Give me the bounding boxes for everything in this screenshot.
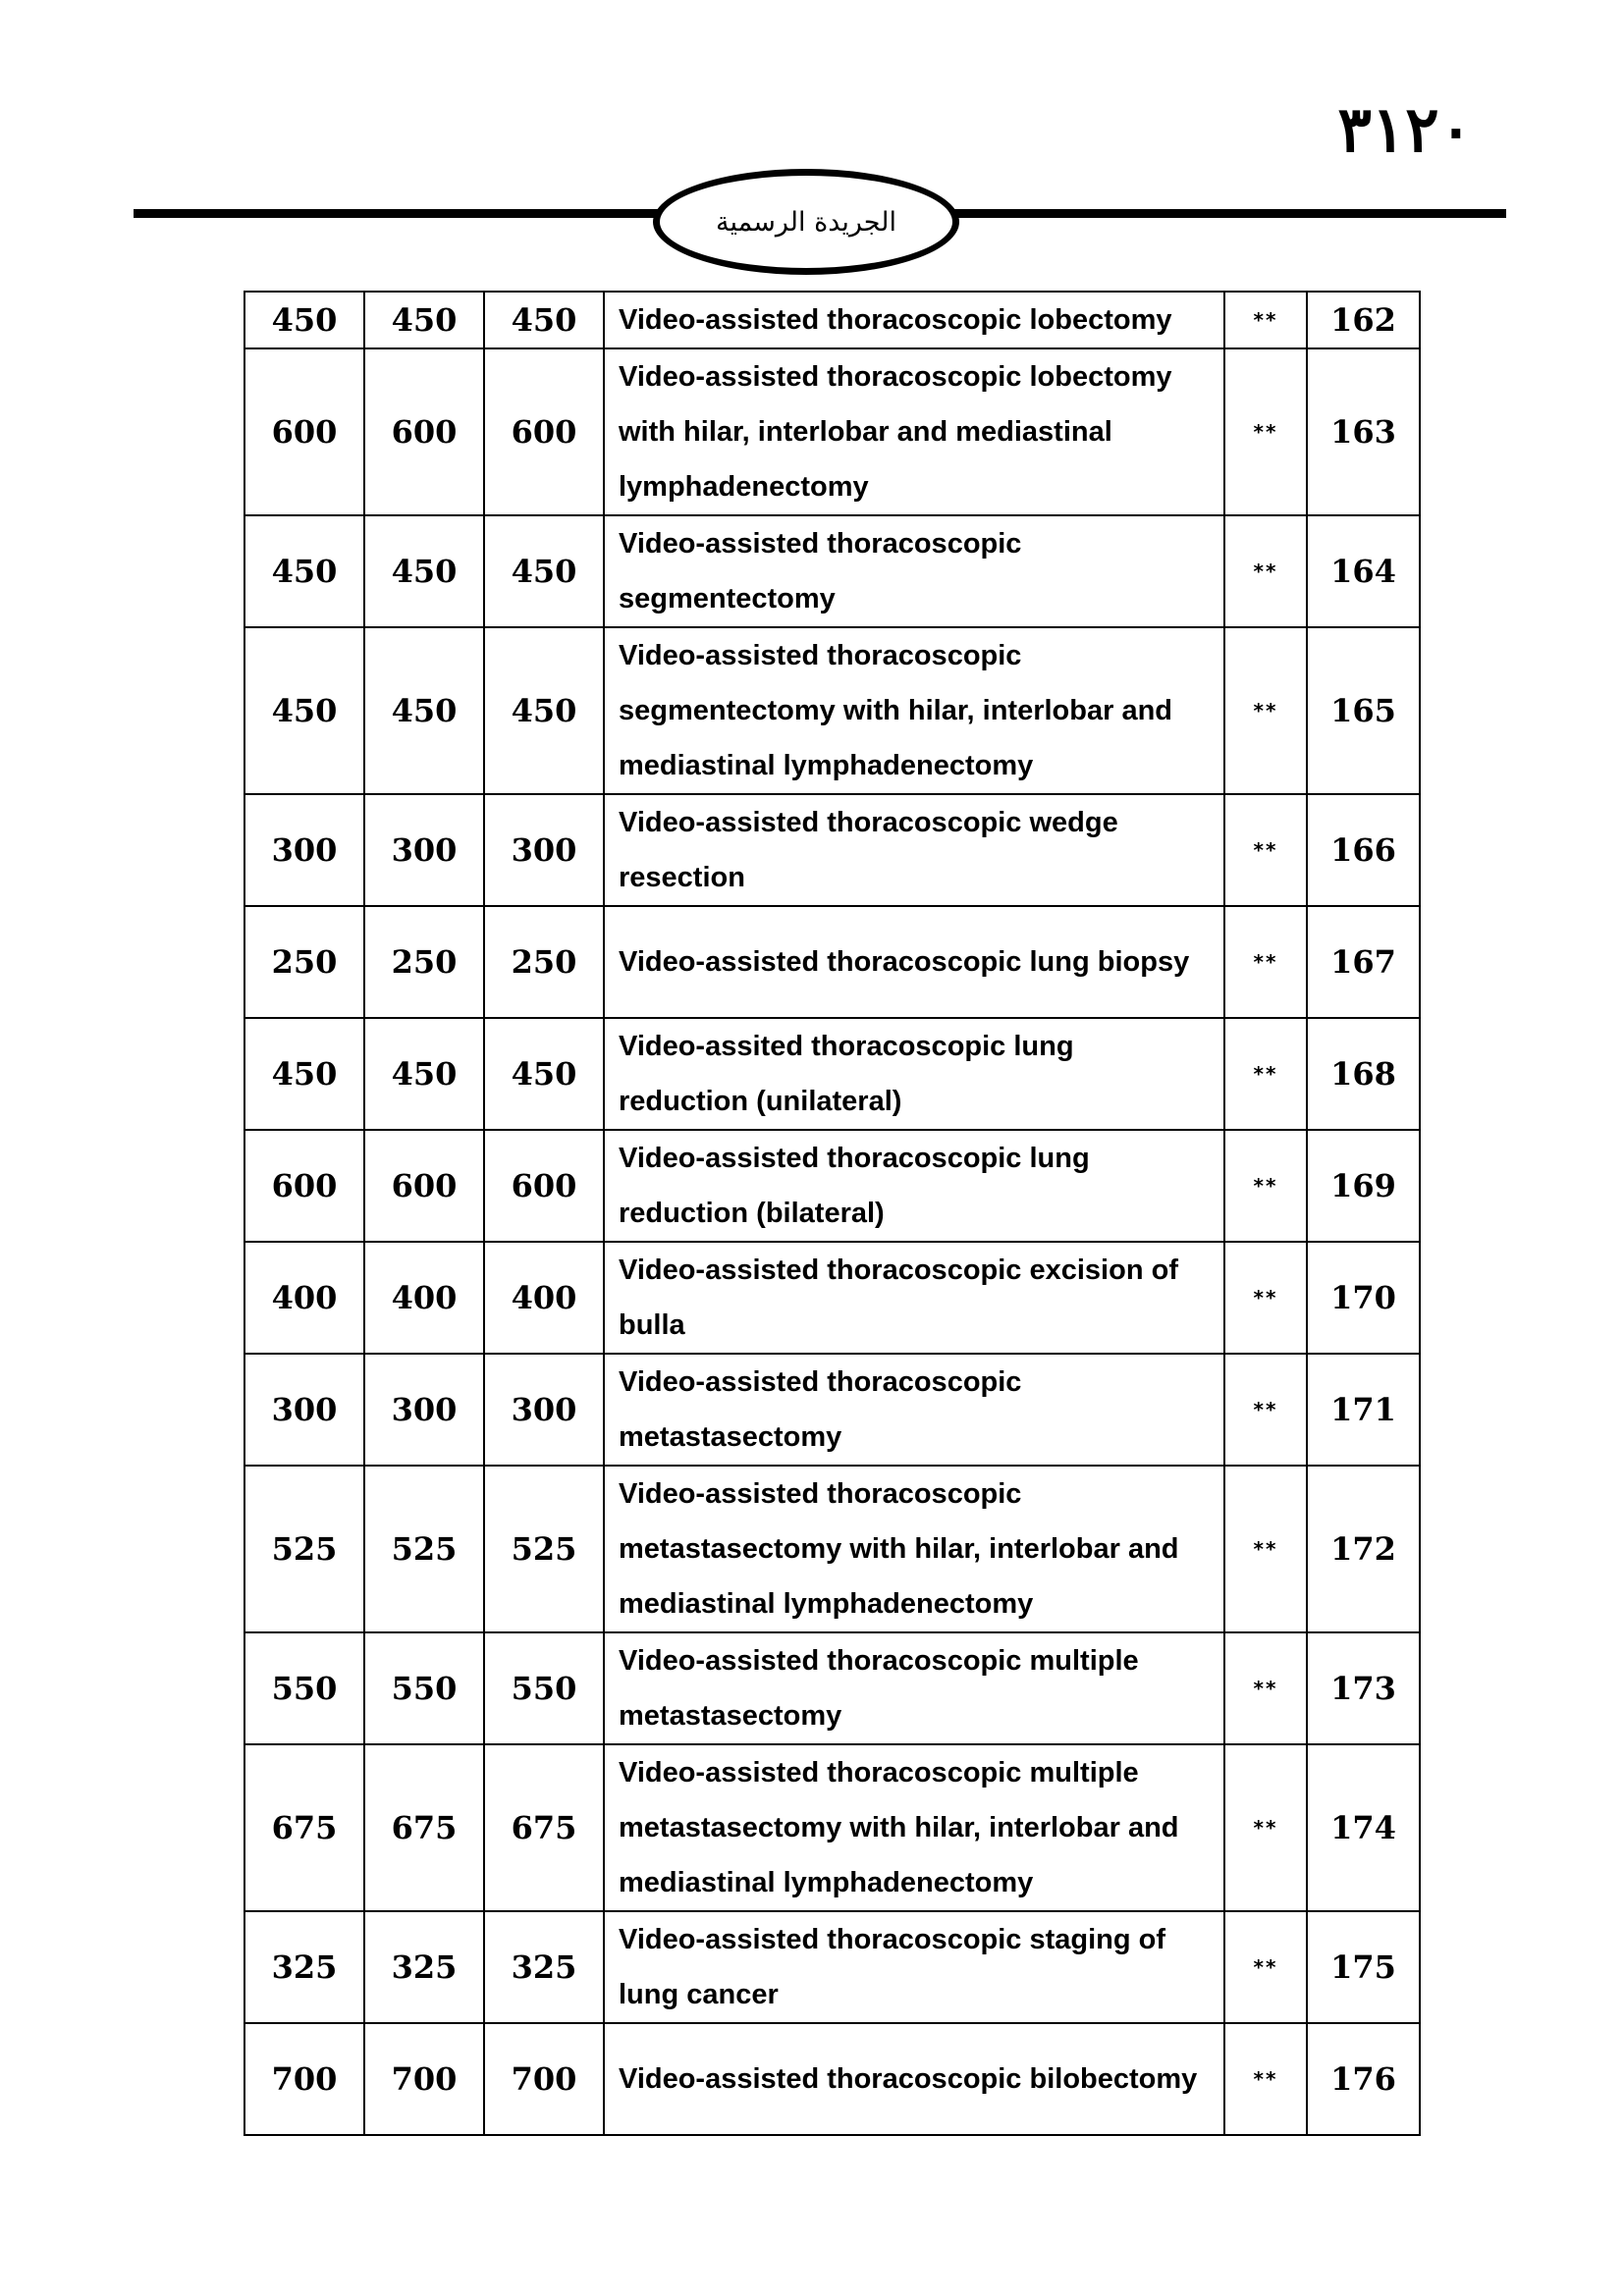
fee-col-1-cell: 250 [244, 906, 364, 1018]
procedure-description-cell: Video-assisted thoracoscopic excision of bulla [604, 1242, 1224, 1354]
fee-col-2-cell: 250 [364, 906, 484, 1018]
procedure-description-cell: Video-assisted thoracoscopic multiple metastasectomy [604, 1632, 1224, 1744]
table-row [244, 1130, 1420, 1242]
fee-col-3-cell: 450 [484, 292, 604, 348]
fee-col-2-cell: 450 [364, 1018, 484, 1130]
asterisk-mark-cell: ** [1224, 906, 1307, 1018]
asterisk-mark-cell: ** [1224, 515, 1307, 627]
fee-col-2-cell: 550 [364, 1632, 484, 1744]
fee-col-2-cell: 450 [364, 292, 484, 348]
procedure-code-cell: 172 [1307, 1466, 1420, 1632]
asterisk-mark-cell: ** [1224, 348, 1307, 515]
fee-col-2-cell: 300 [364, 794, 484, 906]
procedure-code-cell: 174 [1307, 1744, 1420, 1911]
procedure-description-cell: Video-assisted thoracoscopic lobectomy [604, 292, 1224, 348]
asterisk-mark-cell: ** [1224, 292, 1307, 348]
page-number: ٣١٢٠ [1337, 93, 1473, 167]
fee-col-1-cell: 675 [244, 1744, 364, 1911]
procedure-code-cell: 164 [1307, 515, 1420, 627]
fee-col-3-cell: 300 [484, 794, 604, 906]
asterisk-mark-cell: ** [1224, 627, 1307, 794]
asterisk-mark-cell: ** [1224, 2023, 1307, 2135]
fee-col-2-cell: 450 [364, 515, 484, 627]
procedure-description-cell: Video-assited thoracoscopic lung reduction (unilateral) [604, 1018, 1224, 1130]
fee-col-3-cell: 700 [484, 2023, 604, 2135]
fee-col-1-cell: 450 [244, 627, 364, 794]
fee-col-3-cell: 450 [484, 1018, 604, 1130]
fee-col-3-cell: 325 [484, 1911, 604, 2023]
procedure-description-cell: Video-assisted thoracoscopic staging of lung cancer [604, 1911, 1224, 2023]
fee-col-1-cell: 300 [244, 794, 364, 906]
fee-col-3-cell: 550 [484, 1632, 604, 1744]
fee-col-2-cell: 675 [364, 1744, 484, 1911]
procedure-description-cell: Video-assisted thoracoscopic metastasectomy with hilar, interlobar and mediastinal lymphadenectomy [604, 1466, 1224, 1632]
procedure-description-cell: Video-assisted thoracoscopic wedge resection [604, 794, 1224, 906]
fee-col-1-cell: 550 [244, 1632, 364, 1744]
asterisk-mark-cell: ** [1224, 1466, 1307, 1632]
fee-col-1-cell: 325 [244, 1911, 364, 2023]
table-row [244, 1354, 1420, 1466]
fee-col-2-cell: 600 [364, 1130, 484, 1242]
procedure-description-cell: Video-assisted thoracoscopic lung reduction (bilateral) [604, 1130, 1224, 1242]
fee-col-2-cell: 325 [364, 1911, 484, 2023]
procedure-code-cell: 167 [1307, 906, 1420, 1018]
table-row [244, 906, 1420, 1018]
procedure-description-cell: Video-assisted thoracoscopic lung biopsy [604, 906, 1224, 1018]
procedure-code-cell: 169 [1307, 1130, 1420, 1242]
table-row [244, 1242, 1420, 1354]
fee-col-2-cell: 600 [364, 348, 484, 515]
table-row [244, 1466, 1420, 1632]
fees-table [244, 291, 1421, 2136]
fee-col-3-cell: 675 [484, 1744, 604, 1911]
asterisk-mark-cell: ** [1224, 1018, 1307, 1130]
procedure-code-cell: 171 [1307, 1354, 1420, 1466]
asterisk-mark-cell: ** [1224, 1354, 1307, 1466]
procedure-description-cell: Video-assisted thoracoscopic segmentectomy [604, 515, 1224, 627]
fee-col-1-cell: 600 [244, 1130, 364, 1242]
fee-col-1-cell: 450 [244, 292, 364, 348]
asterisk-mark-cell: ** [1224, 1911, 1307, 2023]
table-row [244, 1911, 1420, 2023]
table-row [244, 348, 1420, 515]
fee-col-1-cell: 300 [244, 1354, 364, 1466]
procedure-code-cell: 173 [1307, 1632, 1420, 1744]
procedure-code-cell: 165 [1307, 627, 1420, 794]
table-row [244, 1744, 1420, 1911]
table-row [244, 794, 1420, 906]
procedure-code-cell: 176 [1307, 2023, 1420, 2135]
procedure-description-cell: Video-assisted thoracoscopic segmentectomy with hilar, interlobar and mediastinal lymphadenectomy [604, 627, 1224, 794]
fee-col-1-cell: 700 [244, 2023, 364, 2135]
gazette-title-oval [653, 169, 959, 275]
fee-col-2-cell: 450 [364, 627, 484, 794]
fee-col-1-cell: 450 [244, 515, 364, 627]
fee-col-3-cell: 450 [484, 627, 604, 794]
fee-col-2-cell: 700 [364, 2023, 484, 2135]
fee-col-3-cell: 400 [484, 1242, 604, 1354]
procedure-description-cell: Video-assisted thoracoscopic metastasectomy [604, 1354, 1224, 1466]
asterisk-mark-cell: ** [1224, 794, 1307, 906]
fee-col-3-cell: 250 [484, 906, 604, 1018]
asterisk-mark-cell: ** [1224, 1130, 1307, 1242]
procedure-code-cell: 170 [1307, 1242, 1420, 1354]
procedure-code-cell: 163 [1307, 348, 1420, 515]
asterisk-mark-cell: ** [1224, 1242, 1307, 1354]
fee-col-3-cell: 600 [484, 1130, 604, 1242]
asterisk-mark-cell: ** [1224, 1744, 1307, 1911]
procedure-code-cell: 168 [1307, 1018, 1420, 1130]
procedure-description-cell: Video-assisted thoracoscopic bilobectomy [604, 2023, 1224, 2135]
table-row [244, 1632, 1420, 1744]
fee-col-2-cell: 300 [364, 1354, 484, 1466]
procedure-description-cell: Video-assisted thoracoscopic lobectomy with hilar, interlobar and mediastinal lymphadenectomy [604, 348, 1224, 515]
fee-col-3-cell: 450 [484, 515, 604, 627]
fee-col-1-cell: 400 [244, 1242, 364, 1354]
asterisk-mark-cell: ** [1224, 1632, 1307, 1744]
fee-col-3-cell: 525 [484, 1466, 604, 1632]
fee-col-1-cell: 525 [244, 1466, 364, 1632]
table-row [244, 515, 1420, 627]
fee-col-3-cell: 300 [484, 1354, 604, 1466]
fee-col-1-cell: 600 [244, 348, 364, 515]
table-row [244, 627, 1420, 794]
fee-col-1-cell: 450 [244, 1018, 364, 1130]
fee-col-2-cell: 400 [364, 1242, 484, 1354]
fees-table-body [244, 292, 1420, 2135]
gazette-title: الجريدة الرسمية [716, 206, 896, 238]
fee-col-3-cell: 600 [484, 348, 604, 515]
table-row [244, 292, 1420, 348]
procedure-code-cell: 175 [1307, 1911, 1420, 2023]
procedure-code-cell: 162 [1307, 292, 1420, 348]
table-row [244, 1018, 1420, 1130]
table-row [244, 2023, 1420, 2135]
procedure-code-cell: 166 [1307, 794, 1420, 906]
fee-col-2-cell: 525 [364, 1466, 484, 1632]
procedure-description-cell: Video-assisted thoracoscopic multiple metastasectomy with hilar, interlobar and mediastinal lymphadenectomy [604, 1744, 1224, 1911]
